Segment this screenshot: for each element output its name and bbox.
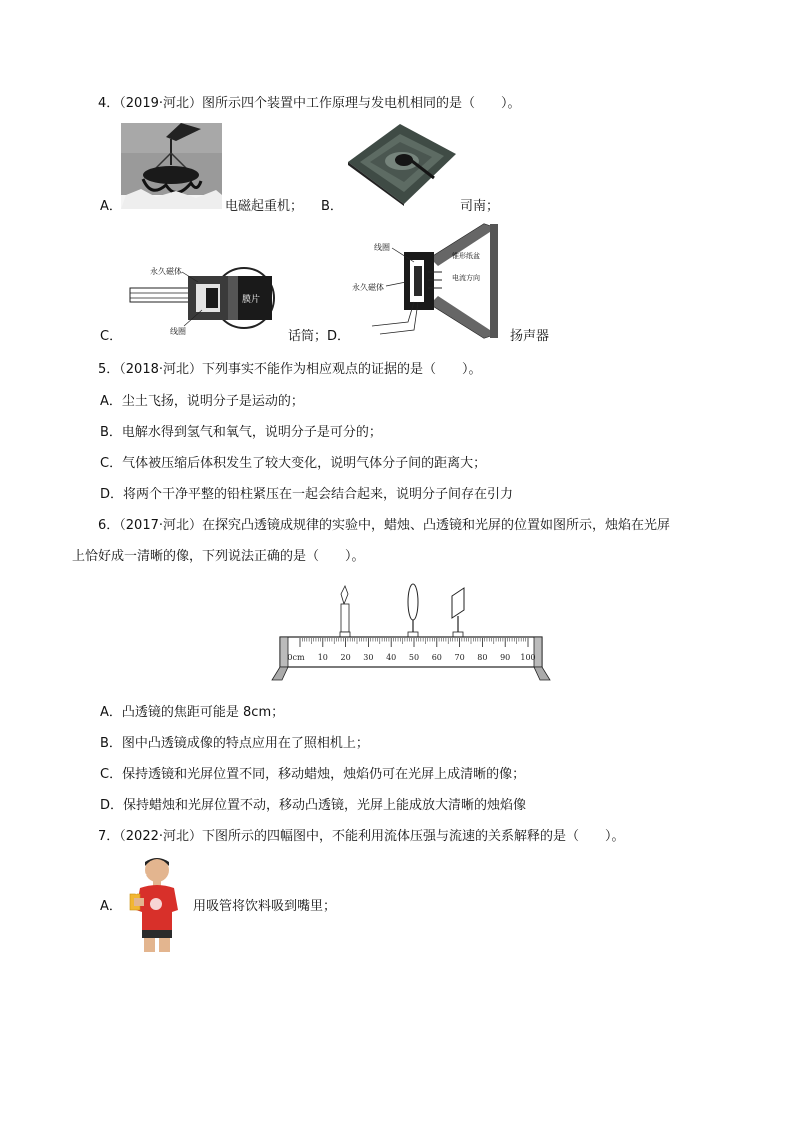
candle bbox=[341, 604, 349, 632]
q6-option-b: B．图中凸透镜成像的特点应用在了照相机上； bbox=[100, 736, 369, 751]
q5-option-b: B．电解水得到氢气和氧气，说明分子是可分的； bbox=[100, 425, 382, 440]
light-screen bbox=[452, 588, 464, 618]
q7-stem: 7．（2022·河北）下图所示的四幅图中，不能利用流体压强与流速的关系解释的是（ ）。 bbox=[98, 829, 625, 844]
speaker-diagram bbox=[352, 222, 508, 340]
ruler-label: 30 bbox=[363, 653, 374, 662]
q4-option-a-text: 电磁起重机； bbox=[225, 199, 304, 214]
ruler-label: 20 bbox=[340, 653, 351, 662]
q4-option-a-letter: A． bbox=[100, 199, 122, 214]
ruler-label: 90 bbox=[500, 653, 511, 662]
q5-option-c: C．气体被压缩后体积发生了较大变化，说明气体分子间的距离大； bbox=[100, 456, 487, 471]
q6-stem-line2: 上恰好成一清晰的像，下列说法正确的是（ ）。 bbox=[72, 549, 365, 564]
q6-option-a: A．凸透镜的焦距可能是 8cm； bbox=[100, 705, 285, 720]
ruler-label: 40 bbox=[386, 653, 397, 662]
q4-option-c-letter: C． bbox=[100, 329, 123, 344]
q6-option-c: C．保持透镜和光屏位置不同，移动蜡烛，烛焰仍可在光屏上成清晰的像； bbox=[100, 767, 526, 782]
speaker-cone-label: 锥形纸盆 bbox=[452, 252, 480, 260]
microphone-diagram bbox=[126, 258, 286, 338]
optical-bench-figure bbox=[270, 582, 552, 684]
ruler-label: 60 bbox=[431, 653, 442, 662]
ruler-label: 10 bbox=[317, 653, 328, 662]
speaker-magnet-label: 永久磁体 bbox=[352, 283, 384, 292]
q4-option-b-letter: B． bbox=[321, 199, 343, 214]
q7-option-a-letter: A． bbox=[100, 899, 122, 914]
mic-magnet-label: 永久磁体 bbox=[150, 267, 182, 276]
q4-stem: 4．（2019·河北）图所示四个装置中工作原理与发电机相同的是（ ）。 bbox=[98, 96, 521, 111]
q6-option-d: D．保持蜡烛和光屏位置不动，移动凸透镜，光屏上能成放大清晰的烛焰像 bbox=[100, 798, 527, 813]
ruler-label: 0cm bbox=[287, 653, 305, 662]
q5-option-d: D．将两个干净平整的铅柱紧压在一起会结合起来，说明分子间存在引力 bbox=[100, 487, 514, 502]
mic-diaphragm-label: 膜片 bbox=[242, 295, 261, 305]
ruler-label: 50 bbox=[408, 653, 420, 662]
boy-drinking-photo bbox=[128, 854, 182, 954]
q5-stem: 5．（2018·河北）下列事实不能作为相应观点的证据的是（ ）。 bbox=[98, 362, 482, 377]
sinan-compass-photo bbox=[346, 120, 458, 206]
q5-option-a: A．尘土飞扬，说明分子是运动的； bbox=[100, 394, 304, 409]
candle-flame bbox=[341, 586, 348, 604]
q6-stem-line1: 6．（2017·河北）在探究凸透镜成规律的实验中，蜡烛、凸透镜和光屏的位置如图所示，烛焰在光屏 bbox=[98, 518, 670, 533]
q4-option-b-text: 司南； bbox=[460, 199, 500, 214]
speaker-coil-label: 线圈 bbox=[374, 243, 390, 252]
ruler-label: 100 bbox=[520, 653, 536, 662]
speaker-current-label: 电流方向 bbox=[452, 274, 480, 282]
q4-option-c-text: 话筒；D． bbox=[288, 329, 351, 344]
convex-lens bbox=[408, 584, 418, 620]
ruler-label: 80 bbox=[477, 653, 488, 662]
electromagnetic-crane-photo bbox=[121, 123, 222, 209]
ruler-label: 70 bbox=[454, 653, 465, 662]
q4-option-d-text: 扬声器 bbox=[510, 329, 550, 344]
q7-option-a-text: 用吸管将饮料吸到嘴里； bbox=[193, 899, 337, 914]
mic-coil-label: 线圈 bbox=[170, 327, 186, 336]
